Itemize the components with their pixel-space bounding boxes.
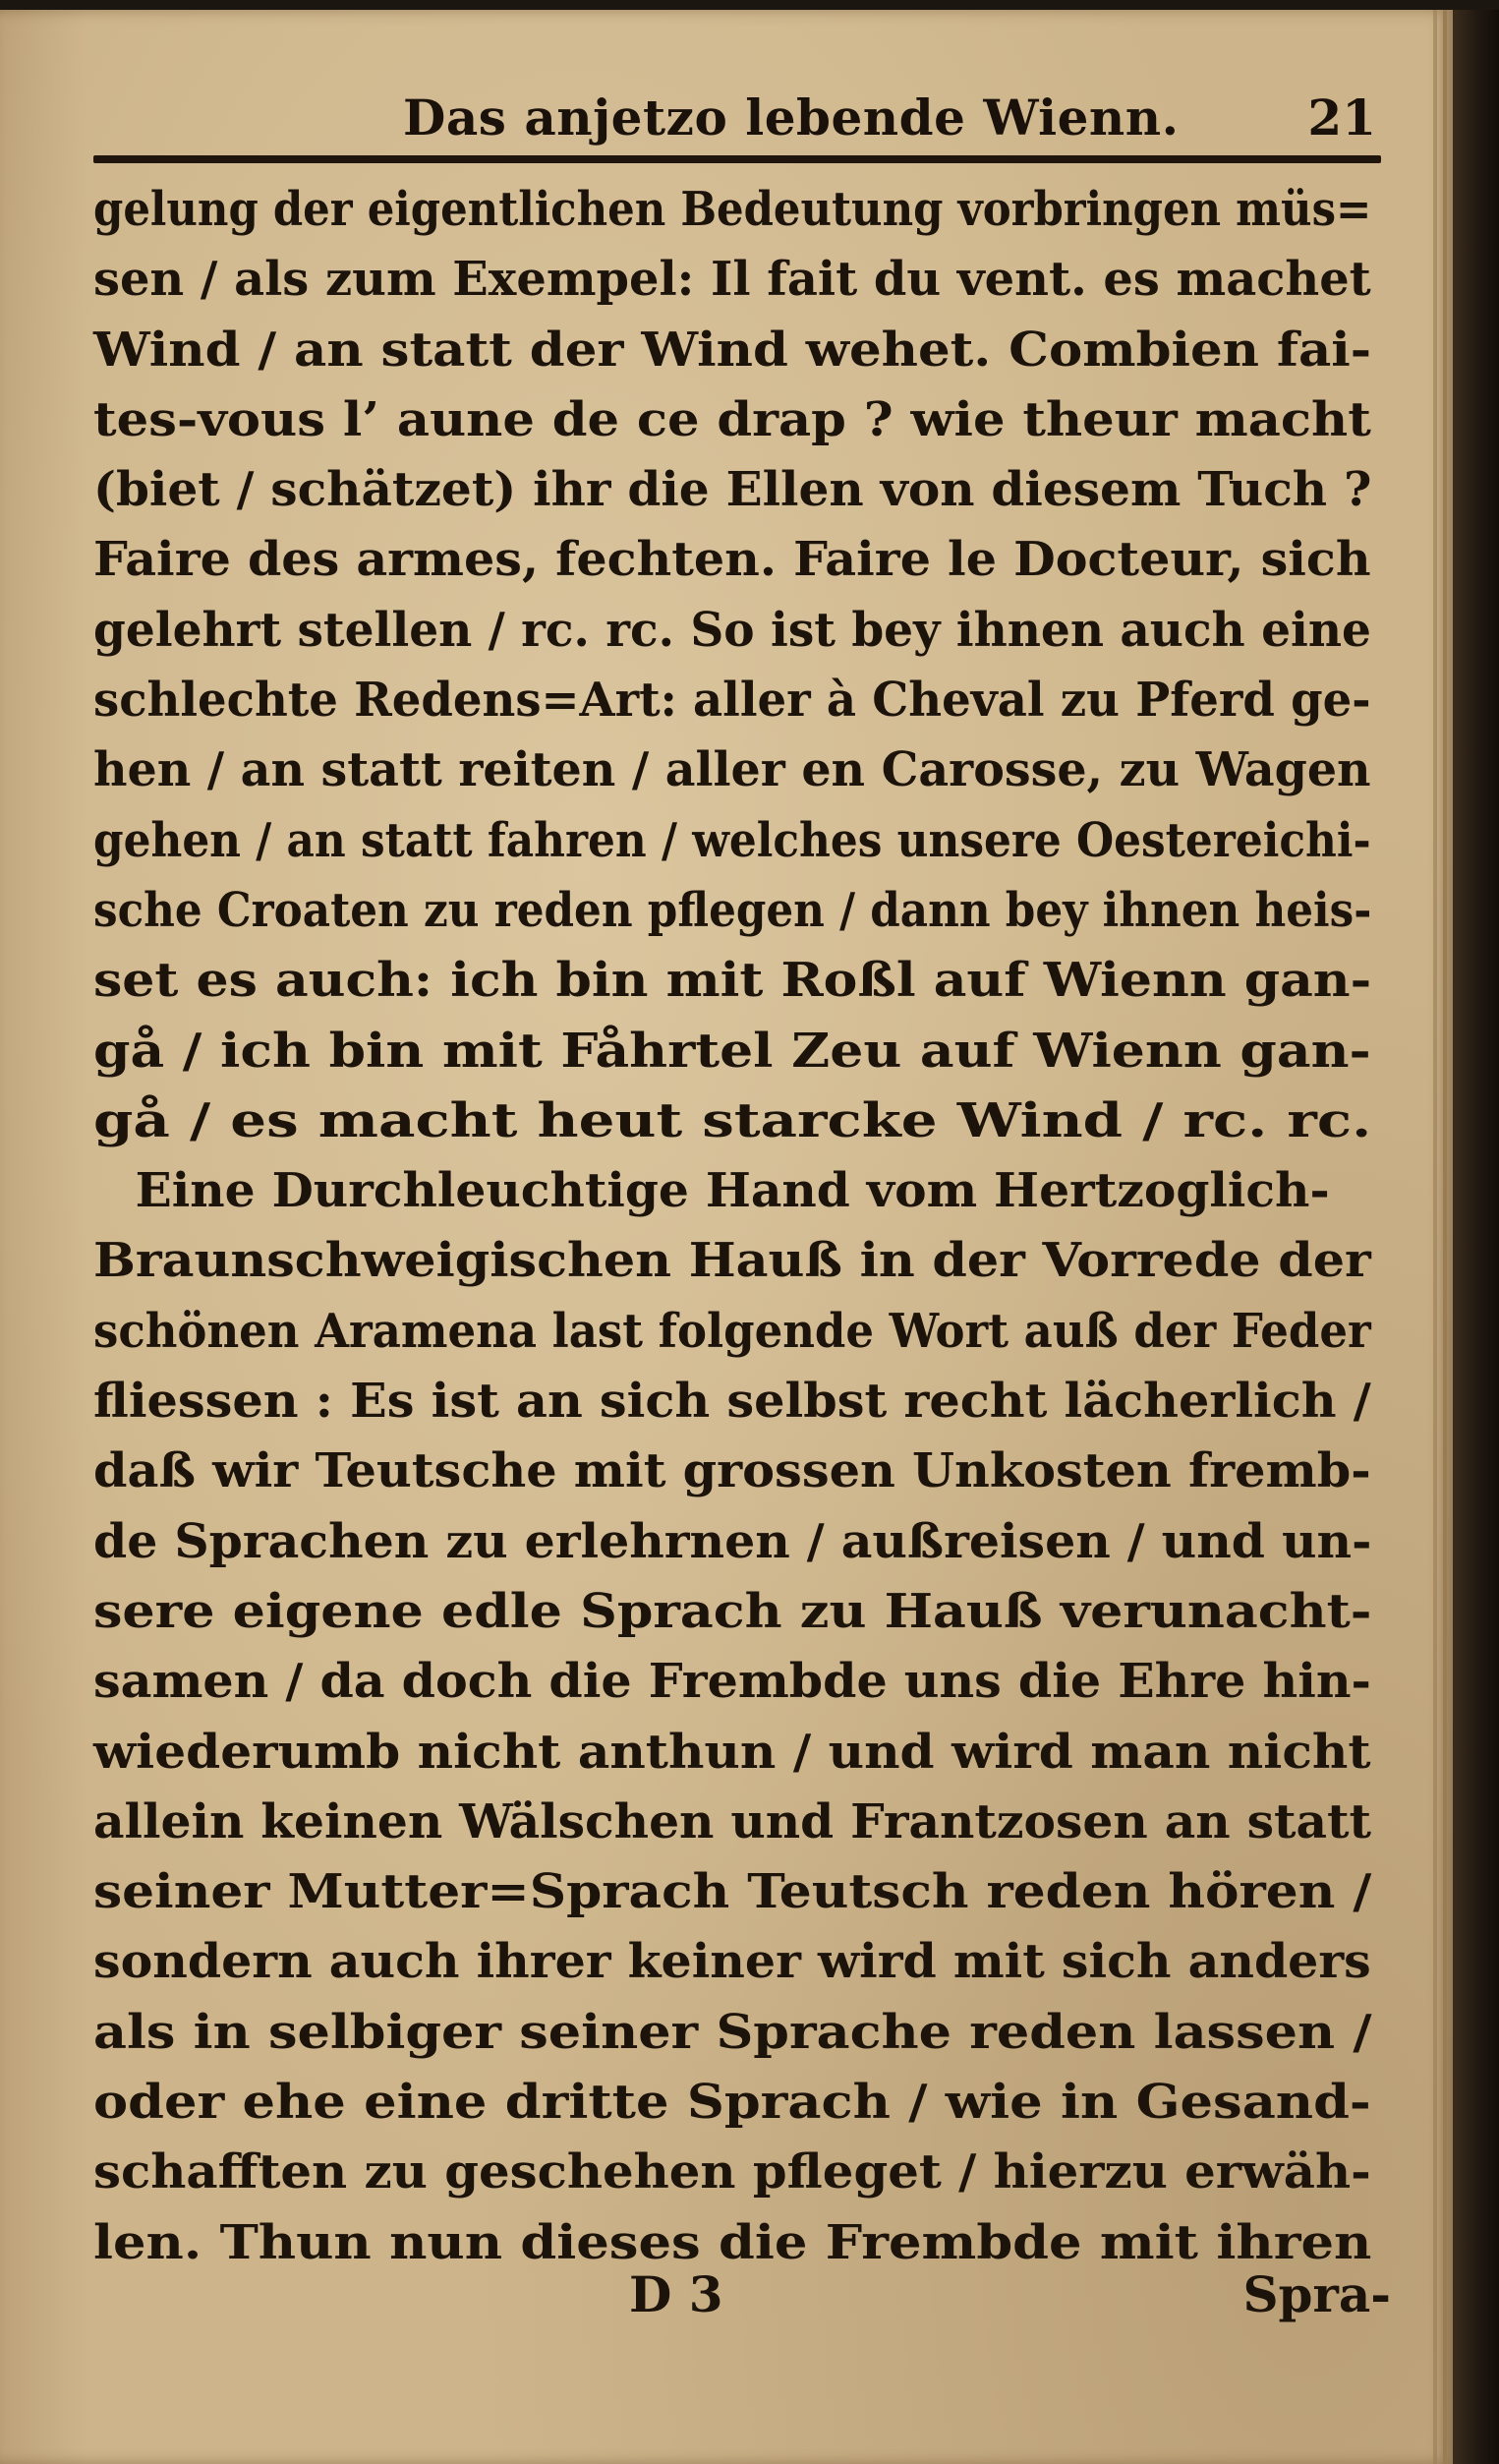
text-line: (biet / schätzet) ihr die Ellen von diesem Tuch ? bbox=[93, 462, 1372, 518]
text-line: seiner Mutter=Sprach Teutsch reden hören / bbox=[93, 1864, 1372, 1920]
text-line: schafften zu geschehen pfleget / hierzu erwäh- bbox=[93, 2144, 1371, 2200]
text-line: Faire des armes, fechten. Faire le Docteur, sich bbox=[93, 532, 1371, 588]
text-line: gå / ich bin mit Fåhrtel Zeu auf Wienn gan- bbox=[93, 1023, 1371, 1079]
text-line: set es auch: ich bin mit Roßl auf Wienn gan- bbox=[93, 953, 1372, 1009]
text-line: sere eigene edle Sprach zu Hauß verunacht- bbox=[93, 1583, 1372, 1639]
text-line: sondern auch ihrer keiner wird mit sich anders bbox=[93, 1934, 1371, 1990]
text-line: hen / an statt reiten / aller en Carosse, zu Wagen bbox=[93, 742, 1371, 798]
text-line: allein keinen Wälschen und Frantzosen an statt bbox=[93, 1793, 1371, 1849]
text-line: schönen Aramena last folgende Wort auß der Feder bbox=[93, 1303, 1371, 1359]
text-line: de Sprachen zu erlehrnen / außreisen / und un- bbox=[93, 1513, 1372, 1569]
text-line: samen / da doch die Frembde uns die Ehre hin- bbox=[93, 1654, 1371, 1710]
paragraph-start-line: Eine Durchleuchtige Hand vom Hertzoglich- bbox=[135, 1163, 1330, 1219]
text-line: daß wir Teutsche mit grossen Unkosten fremb- bbox=[93, 1443, 1371, 1499]
body-text bbox=[93, 175, 1391, 2278]
text-line: Braunschweigischen Hauß in der Vorrede der bbox=[93, 1233, 1371, 1289]
text-line: gelehrt stellen / rc. rc. So ist bey ihnen auch eine bbox=[93, 602, 1371, 658]
text-line: schlechte Redens=Art: aller à Cheval zu Pferd ge- bbox=[93, 673, 1371, 729]
page-footer bbox=[93, 2259, 1391, 2338]
text-line: Wind / an statt der Wind wehet. Combien fai- bbox=[93, 322, 1372, 378]
page-number: 21 bbox=[1307, 88, 1376, 147]
text-line: als in selbiger seiner Sprache reden lassen / bbox=[93, 2004, 1372, 2060]
text-line: sche Croaten zu reden pflegen / dann bey ihnen heis- bbox=[93, 882, 1372, 938]
text-line: sen / als zum Exempel: Il fait du vent. es machet bbox=[93, 252, 1371, 308]
text-line: gelung der eigentlichen Bedeutung vorbringen müs= bbox=[93, 182, 1372, 237]
catchword: Spra- bbox=[1242, 2265, 1391, 2323]
text-line: gehen / an statt fahren / welches unsere Oestereichi- bbox=[93, 812, 1371, 868]
header-rule bbox=[93, 155, 1381, 163]
text-line: gå / es macht heut starcke Wind / rc. rc. bbox=[93, 1092, 1372, 1148]
page-header bbox=[88, 71, 1396, 149]
text-line: tes-vous l’ aune de ce drap ? wie theur macht bbox=[93, 391, 1371, 447]
running-head: Das anjetzo lebende Wienn. bbox=[403, 88, 1180, 147]
text-line: wiederumb nicht anthun / und wird man nicht bbox=[93, 1724, 1371, 1780]
signature-mark: D 3 bbox=[629, 2265, 723, 2323]
text-line: len. Thun nun dieses die Frembde mit ihren bbox=[93, 2214, 1372, 2270]
text-line: oder ehe eine dritte Sprach / wie in Gesand- bbox=[93, 2075, 1371, 2131]
text-line: fliessen : Es ist an sich selbst recht lächerlich / bbox=[93, 1374, 1371, 1430]
